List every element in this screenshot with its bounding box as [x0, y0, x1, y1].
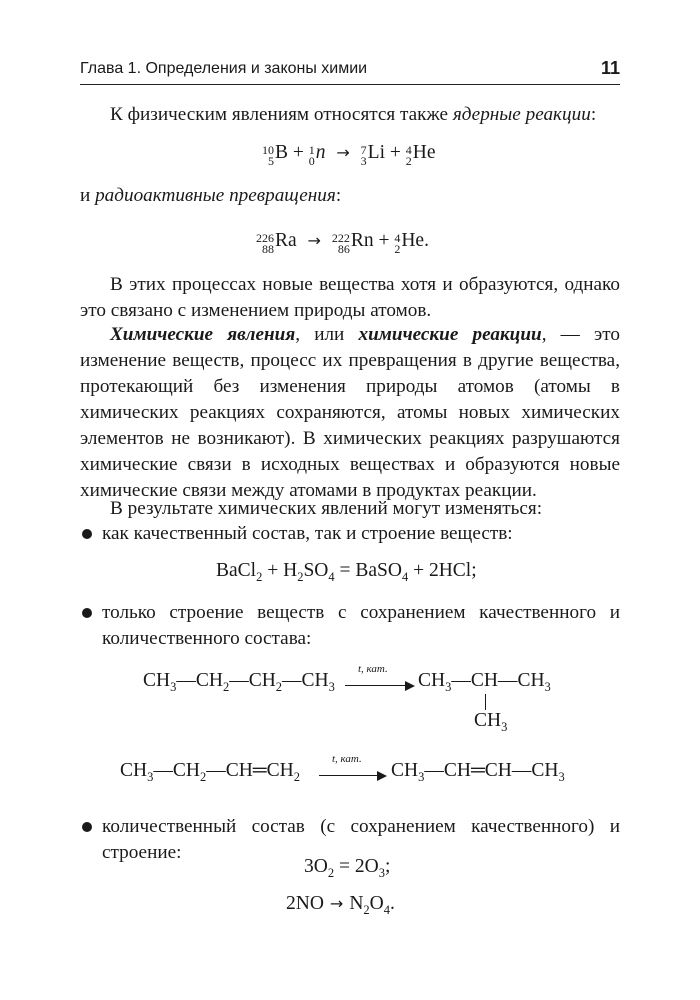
paragraph-results: В результате химических явлений могут изменяться:: [110, 498, 543, 519]
butane-formula: [143, 670, 335, 692]
running-header: [80, 58, 620, 85]
butene-2-formula: [391, 760, 565, 782]
eq4-part: = 2O: [334, 856, 379, 877]
radon-atomic-number: 86: [337, 242, 350, 256]
boron-symbol: B: [275, 142, 289, 163]
chapter-title: Глава 1. Определения и законы химии: [80, 60, 368, 77]
eq4-subscript: 2: [327, 866, 335, 880]
helium-nuclide-indices: [406, 145, 412, 167]
chain-group: —CH: [511, 760, 559, 781]
chain-group: CH: [120, 760, 148, 781]
reaction-condition-label: [358, 663, 388, 675]
radium-atomic-number: 88: [262, 242, 274, 256]
branch-subscript: 3: [501, 720, 508, 734]
chain-group: —CH: [153, 760, 200, 781]
chain-subscript: 2: [275, 680, 283, 694]
eq4-part: 3O: [304, 856, 328, 877]
helium-symbol: He: [412, 142, 436, 163]
chain-group: —CH: [206, 760, 253, 781]
chain-subscript: 3: [147, 770, 154, 784]
right-arrow-icon: →: [329, 894, 344, 913]
eq3-part: + 2HCl;: [408, 560, 477, 581]
neutron-charge: 0: [308, 154, 315, 168]
chain-subscript: 2: [293, 770, 300, 784]
chain-group: —CH: [229, 670, 276, 691]
nuclear-equation: [262, 141, 436, 167]
barium-chloride-reaction: [216, 560, 477, 582]
chain-subscript: 2: [222, 680, 230, 694]
chain-group: —CH: [282, 670, 329, 691]
chain-group: —CH: [176, 670, 223, 691]
neutron-mass-number: 1: [308, 143, 315, 157]
eq4-subscript: 3: [378, 866, 385, 880]
term-nuclear-reactions: ядерные реакции: [452, 104, 591, 125]
eq3-part: BaCl: [216, 560, 257, 581]
bullet-text: как качественный состав, так и строение веществ:: [102, 523, 513, 544]
page-number: 11: [600, 58, 620, 78]
radon-mass-number: 222: [331, 231, 350, 245]
branch-bond: [485, 694, 486, 710]
para1-end: :: [590, 104, 597, 125]
eq4-part: ;: [384, 856, 391, 877]
chain-group: —CH: [497, 670, 545, 691]
right-arrow-icon: →: [336, 143, 350, 162]
lithium-nuclide-indices: [361, 145, 367, 167]
neutron-symbol: n: [315, 142, 326, 163]
term-radioactive-transformations: радиоактивные превращения: [95, 185, 336, 206]
eq3-subscript: 2: [297, 570, 304, 584]
radioactive-decay-equation: [256, 229, 429, 255]
eq5-part: 2NO: [286, 893, 324, 914]
para2-start: и: [80, 185, 96, 206]
ozone-equation: [304, 856, 390, 878]
butene-1-formula: [120, 760, 300, 782]
condition-text: t, кат.: [332, 753, 362, 765]
boron-atomic-number: 5: [268, 154, 274, 168]
plus-sign: +: [292, 142, 304, 163]
paragraph-chemical-phenomena: [80, 322, 620, 504]
eq5-part: .: [390, 893, 395, 914]
radon-nuclide-indices: [332, 233, 350, 255]
chain-subscript: 2: [199, 770, 207, 784]
helium-mass-number: 4: [394, 231, 401, 245]
term-chemical-phenomena: Химические явления: [110, 324, 296, 345]
lithium-symbol: Li: [367, 142, 386, 163]
para4-connector: , или: [295, 324, 359, 345]
chain-group: CH: [143, 670, 171, 691]
chain-subscript: 3: [418, 770, 425, 784]
eq5-part: O: [369, 893, 384, 914]
neutron-indices: [309, 145, 315, 167]
plus-sign: +: [378, 230, 390, 251]
paragraph-radioactive: [80, 183, 620, 209]
methyl-branch: [474, 710, 507, 732]
bullet-icon: [82, 822, 92, 832]
chain-group: CH: [418, 670, 446, 691]
eq3-part: SO: [303, 560, 329, 581]
chain-subscript: 3: [445, 680, 452, 694]
branch-group: CH: [474, 710, 502, 731]
bullet-item-structure-only: [80, 600, 620, 652]
chain-subscript: 3: [544, 680, 551, 694]
eq5-part: N: [349, 893, 364, 914]
chain-subscript: 3: [558, 770, 565, 784]
condition-text: t, кат.: [358, 663, 388, 675]
radon-symbol: Rn: [350, 230, 374, 251]
term-chemical-reactions: химические реакции: [358, 324, 542, 345]
boron-nuclide-indices: [262, 145, 274, 167]
bullet-text: только строение веществ с сохранением качественного и количественного состава:: [102, 602, 620, 649]
para1-start: К физическим явлениям относятся также: [110, 104, 453, 125]
chain-group: ═CH: [252, 760, 294, 781]
chain-subscript: 3: [170, 680, 177, 694]
helium-atomic-number: 2: [394, 242, 401, 256]
reaction-condition-label: [332, 753, 362, 765]
bullet-item-composition-structure: [80, 521, 620, 547]
plus-sign: +: [389, 142, 401, 163]
eq3-part: = BaSO: [334, 560, 402, 581]
para2-end: :: [335, 185, 342, 206]
chain-group: CH: [391, 760, 419, 781]
lithium-mass-number: 7: [360, 143, 367, 157]
right-arrow-icon: →: [307, 231, 321, 250]
helium-symbol: He.: [401, 230, 429, 251]
reaction-arrow-icon: [345, 676, 415, 688]
eq5-subscript: 4: [383, 903, 391, 917]
radium-nuclide-indices: [256, 233, 274, 255]
radium-symbol: Ra: [275, 230, 297, 251]
helium-atomic-number: 2: [405, 154, 412, 168]
nitrogen-dioxide-equation: [286, 893, 395, 915]
paragraph-nuclear-reactions: [80, 102, 620, 128]
lithium-atomic-number: 3: [360, 154, 367, 168]
para4-body: , — это изменение веществ, процесс их превращения в другие вещества, протекающий без изменения природы атомов (атомы в химических реакциях сохраняются, атомы новых химических элементов не возникают). В химических реакциях разрушаются химические связи в исходных веществах и образуются новые химические связи между атомами в продуктах реакции.: [80, 324, 620, 501]
chain-group: —CH: [451, 670, 498, 691]
radium-mass-number: 226: [256, 231, 274, 245]
eq3-part: + H: [262, 560, 298, 581]
eq3-subscript: 2: [256, 570, 263, 584]
paragraph-processes: В этих процессах новые вещества хотя и образуются, однако это связано с изменением природы атомов.: [80, 274, 620, 321]
chain-group: ═CH: [470, 760, 512, 781]
helium-nuclide-indices: [394, 233, 400, 255]
bullet-text: количественный состав (с сохранением качественного) и строение:: [102, 816, 620, 863]
eq3-subscript: 4: [328, 570, 335, 584]
chain-group: —CH: [424, 760, 471, 781]
bullet-icon: [82, 529, 92, 539]
eq3-subscript: 4: [401, 570, 409, 584]
boron-mass-number: 10: [262, 143, 274, 157]
reaction-arrow-icon: [319, 766, 389, 778]
chain-subscript: 3: [328, 680, 335, 694]
eq5-subscript: 2: [363, 903, 370, 917]
isobutane-formula: [418, 670, 551, 692]
helium-mass-number: 4: [405, 143, 412, 157]
bullet-icon: [82, 608, 92, 618]
